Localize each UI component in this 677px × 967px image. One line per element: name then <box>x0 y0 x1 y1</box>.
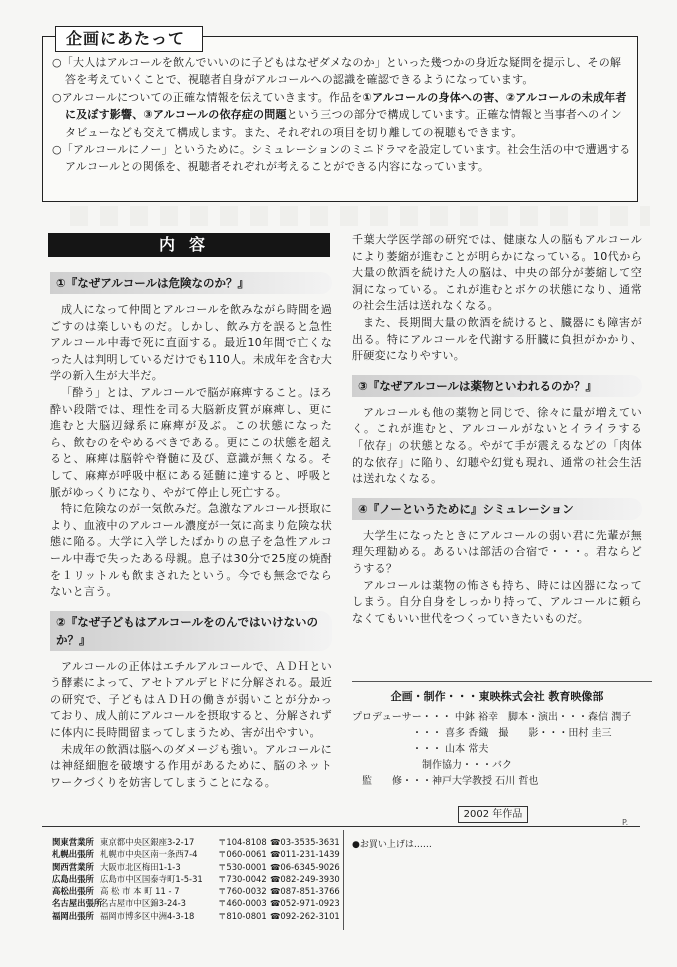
footer-vertical-divider <box>343 830 344 930</box>
section-1-paragraph: 成人になって仲間とアルコールを飲みながら時間を過ごすのは楽しいものだ。しかし、飲み方を誤ると急性アルコール中毒で死に直面する。最近10年間で亡くなった人は判明しているだけでも110人。未成年を含む大学の新入生が大半だ。 <box>50 303 332 383</box>
credit-row: プロデューサー・・・ 中鉢 裕幸 脚本・演出・・・森信 潤子 <box>352 712 632 723</box>
office-row: 関東営業所 東京都中央区銀座3-2-17 〒104-8108 ☎03-3535-3631 <box>52 837 340 847</box>
section-2-paragraph: 未成年の飲酒は脳へのダメージも強い。アルコールには神経細胞を破壊する作用があるために、脳のネットワークづくりを妨害してしまうことになる。 <box>50 742 332 789</box>
office-row: 札幌出張所 札幌市中央区南一条西7-4 〒060-0061 ☎011-231-1439 <box>52 849 340 860</box>
section-2-paragraph: アルコールの正体はエチルアルコールで、ＡＤＨという酵素によって、アセトアルデヒドに分解される。最近の研究で、子どもはＡＤＨの働きが弱いことが分かっており、成人前にアルコールを摂取すると、分解されずに体内に長時間留まってしまうため、害が出やすい。 <box>50 659 332 740</box>
section-2-continued: 千葉大学医学部の研究では、健康な人の脳もアルコールにより萎縮が進むことが明らかになっている。10代から大量の飲酒を続けた人の脳は、中央の部分が萎縮して空洞になっている。これが進むとボケの状態になり、通常の社会生活は送れなくなる。 <box>352 233 642 313</box>
section-1-paragraph: 「酔う」とは、アルコールで脳が麻痺すること。ほろ酔い段階では、理性を司る大脳新皮質が麻痺し、更に進むと大脳辺縁系に麻痺が及ぶ。この状態になったら、飲むのをやめるべきである。更にこの状態を超えると、麻痺は脳幹や脊髄に及び、意識が無くなる。そして、麻痺が呼吸中枢にある延髄に達すると、呼吸と脈がゆっくりになり、やがて停止し死亡する。 <box>50 385 332 499</box>
section-4-heading: ④『ノーというために』シミュレーション <box>352 498 642 520</box>
section-2-heading: ②『なぜ子どもはアルコールをのんではいけないのか？』 <box>50 611 332 651</box>
credits-title: 企画・制作・・・東映株式会社 教育映像部 <box>390 690 604 703</box>
credit-row: ・・・ 喜多 香織 撮 影・・・田村 圭三 <box>352 728 612 739</box>
intro-list <box>52 54 632 176</box>
section-1-heading: ①『なぜアルコールは危険なのか？』 <box>50 272 332 294</box>
credits-divider <box>352 681 652 682</box>
office-row: 広島出張所 広島市中区国泰寺町1-5-31 〒730-0042 ☎082-249-3930 <box>52 873 340 884</box>
intro-item: ○アルコールについての正確な情報を伝えていきます。作品を①アルコールの身体への害、②アルコールの未成年者に及ぼす影響、③アルコールの依存症の問題という三つの部分で構成しています。正確な情報と当事者へのインタビューなども交えて構成します。また、それぞれの項目を切り離しての視聴もできます。 <box>52 90 627 139</box>
office-row: 関西営業所 大阪市北区梅田1-1-3 〒530-0001 ☎06-6345-9026 <box>52 861 340 872</box>
contents-heading: 内容 <box>48 233 330 257</box>
section-1-paragraph: 特に危険なのが一気飲みだ。急激なアルコール摂取により、血液中のアルコール濃度が一気に高まり危険な状態に陥る。大学に入学したばかりの息子を急性アルコール中毒で失ったある母親。息子は30分で25度の焼酎を１リットルも飲まされたという。今でも無念でならないと言う。 <box>50 502 332 599</box>
section-3-heading: ③『なぜアルコールは薬物といわれるのか？』 <box>352 375 642 397</box>
credit-row: 制作協力・・・バク <box>352 760 512 771</box>
page-mark: P. <box>622 818 629 827</box>
right-column <box>352 232 642 627</box>
credits-block <box>352 688 642 790</box>
office-list <box>52 836 342 922</box>
intro-item: ○「大人はアルコールを飲んでいいのに子どもはなぜダメなのか」といった幾つかの身近な疑問を提示し、その解答を考えていくことで、視聴者自身がアルコールへの認識を確認できるようになっています。 <box>52 56 622 87</box>
credit-row: 監 修・・・神戸大学教授 石川 哲也 <box>352 776 539 787</box>
office-row: 名古屋出張所 名古屋市中区錦3-24-3 〒460-0003 ☎052-971-0923 <box>52 898 340 909</box>
intro-title: 企画にあたって <box>55 26 203 52</box>
office-row: 高松出張所 高 松 市 本 町 11 - 7 〒760-0032 ☎087-851-3766 <box>52 886 340 897</box>
section-2-continued: また、長期間大量の飲酒を続けると、臓器にも障害が出る。特にアルコールを代謝する肝臓に負担がかかり、肝硬変になりやすい。 <box>352 315 642 363</box>
purchase-note: ●お買い上げは…… <box>352 840 432 850</box>
left-column <box>50 268 332 791</box>
intro-item: ○「アルコールにノー」というために。シミュレーションのミニドラマを設定しています。社会生活の中で遭遇するアルコールとの関係を、視聴者それぞれが考えることができる内容になっています。 <box>52 143 631 174</box>
footer-divider <box>42 826 640 827</box>
section-4-paragraph: 大学生になったときにアルコールの弱い君に先輩が無理矢理勧める。あるいは部活の合宿で・・・。君ならどうする？ <box>352 528 642 575</box>
faded-background-text <box>70 206 650 226</box>
section-3-paragraph: アルコールも他の薬物と同じで、徐々に量が増えていく。これが進むと、アルコールがないとイライラする「依存」の状態となる。やがて手が震えるなどの「肉体的な依存」に陥り、幻聴や幻覚も現れ、通常の社会生活は送れなくなる。 <box>352 405 642 486</box>
office-row: 福岡出張所 福岡市博多区中洲4-3-18 〒810-0801 ☎092-262-3101 <box>52 910 340 921</box>
credit-row: ・・・ 山本 常夫 <box>352 744 489 755</box>
production-year: 2002 年作品 <box>458 806 528 823</box>
section-4-paragraph: アルコールは薬物の怖さも持ち、時には凶器になってしまう。自分自身をしっかり持って、アルコールに頼らなくてもいい世代をつくっていきたいものだ。 <box>352 578 642 625</box>
